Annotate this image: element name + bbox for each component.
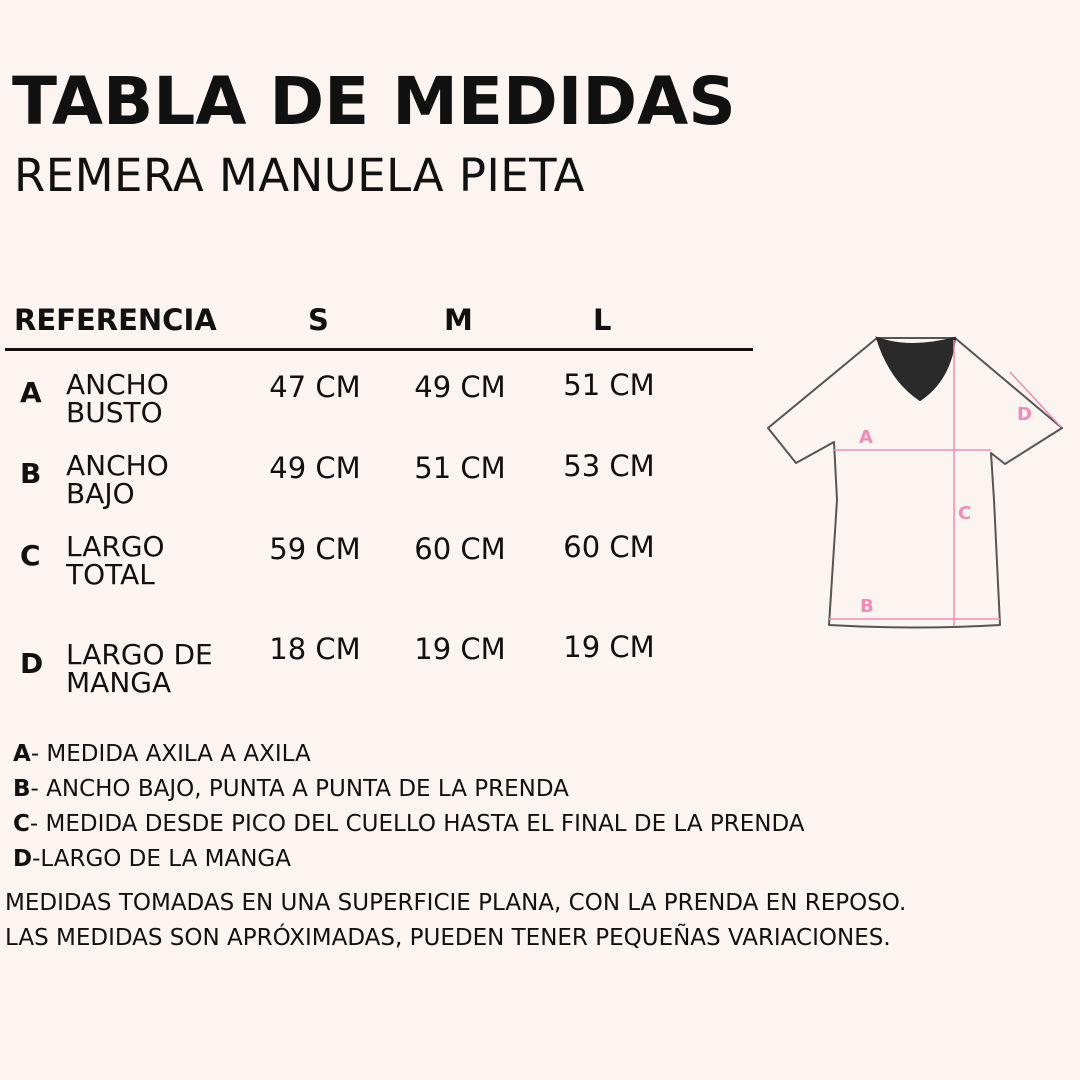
header-size-m: M xyxy=(444,303,473,337)
row-a-value-l: 51 CM xyxy=(563,368,655,402)
diagram-label-d: D xyxy=(1017,404,1032,425)
header-size-s: S xyxy=(308,303,329,337)
note-a-key: A xyxy=(13,741,31,767)
row-c-value-m: 60 CM xyxy=(414,532,506,566)
row-c-value-s: 59 CM xyxy=(269,532,361,566)
footer-line-2: LAS MEDIDAS SON APRÓXIMADAS, PUEDEN TENER PEQUEÑAS VARIACIONES. xyxy=(5,925,891,951)
note-c-text: - MEDIDA DESDE PICO DEL CUELLO HASTA EL FINAL DE LA PRENDA xyxy=(29,811,805,837)
note-d-text: -LARGO DE LA MANGA xyxy=(32,846,291,872)
row-d-value-m: 19 CM xyxy=(414,632,506,666)
row-d-value-s: 18 CM xyxy=(269,632,361,666)
row-b-label: ANCHO BAJO xyxy=(66,449,169,510)
row-b-value-s: 49 CM xyxy=(269,451,361,485)
row-d-letter: D xyxy=(20,647,44,680)
row-a-letter: A xyxy=(20,376,42,409)
row-c-letter: C xyxy=(20,539,41,572)
diagram-label-a: A xyxy=(859,427,873,448)
header-referencia: REFERENCIA xyxy=(14,303,217,337)
row-c-label: LARGO TOTAL xyxy=(66,530,165,591)
page-title: TABLA DE MEDIDAS xyxy=(12,63,736,140)
note-a xyxy=(13,739,311,769)
row-d-value-l: 19 CM xyxy=(563,630,655,664)
tshirt-diagram xyxy=(760,330,1070,640)
diagram-label-c: C xyxy=(958,503,972,524)
note-c xyxy=(13,809,805,839)
row-c-value-l: 60 CM xyxy=(563,530,655,564)
row-a-value-m: 49 CM xyxy=(414,370,506,404)
row-a-label: ANCHO BUSTO xyxy=(66,368,169,429)
row-b-value-l: 53 CM xyxy=(563,449,655,483)
page-subtitle: REMERA MANUELA PIETA xyxy=(14,149,585,202)
note-b-key: B xyxy=(13,776,31,802)
note-b xyxy=(13,774,569,804)
header-divider xyxy=(5,348,753,351)
row-d-label: LARGO DE MANGA xyxy=(66,638,213,699)
note-c-key: C xyxy=(13,811,30,837)
footer-line-1: MEDIDAS TOMADAS EN UNA SUPERFICIE PLANA, CON LA PRENDA EN REPOSO. xyxy=(5,890,907,916)
note-d-key: D xyxy=(13,846,33,872)
header-size-l: L xyxy=(593,303,612,337)
note-b-text: - ANCHO BAJO, PUNTA A PUNTA DE LA PRENDA xyxy=(30,776,569,802)
row-a-value-s: 47 CM xyxy=(269,370,361,404)
row-b-letter: B xyxy=(20,457,42,490)
diagram-label-b: B xyxy=(860,596,874,617)
row-b-value-m: 51 CM xyxy=(414,451,506,485)
note-d xyxy=(13,844,291,874)
note-a-text: - MEDIDA AXILA A AXILA xyxy=(30,741,311,767)
